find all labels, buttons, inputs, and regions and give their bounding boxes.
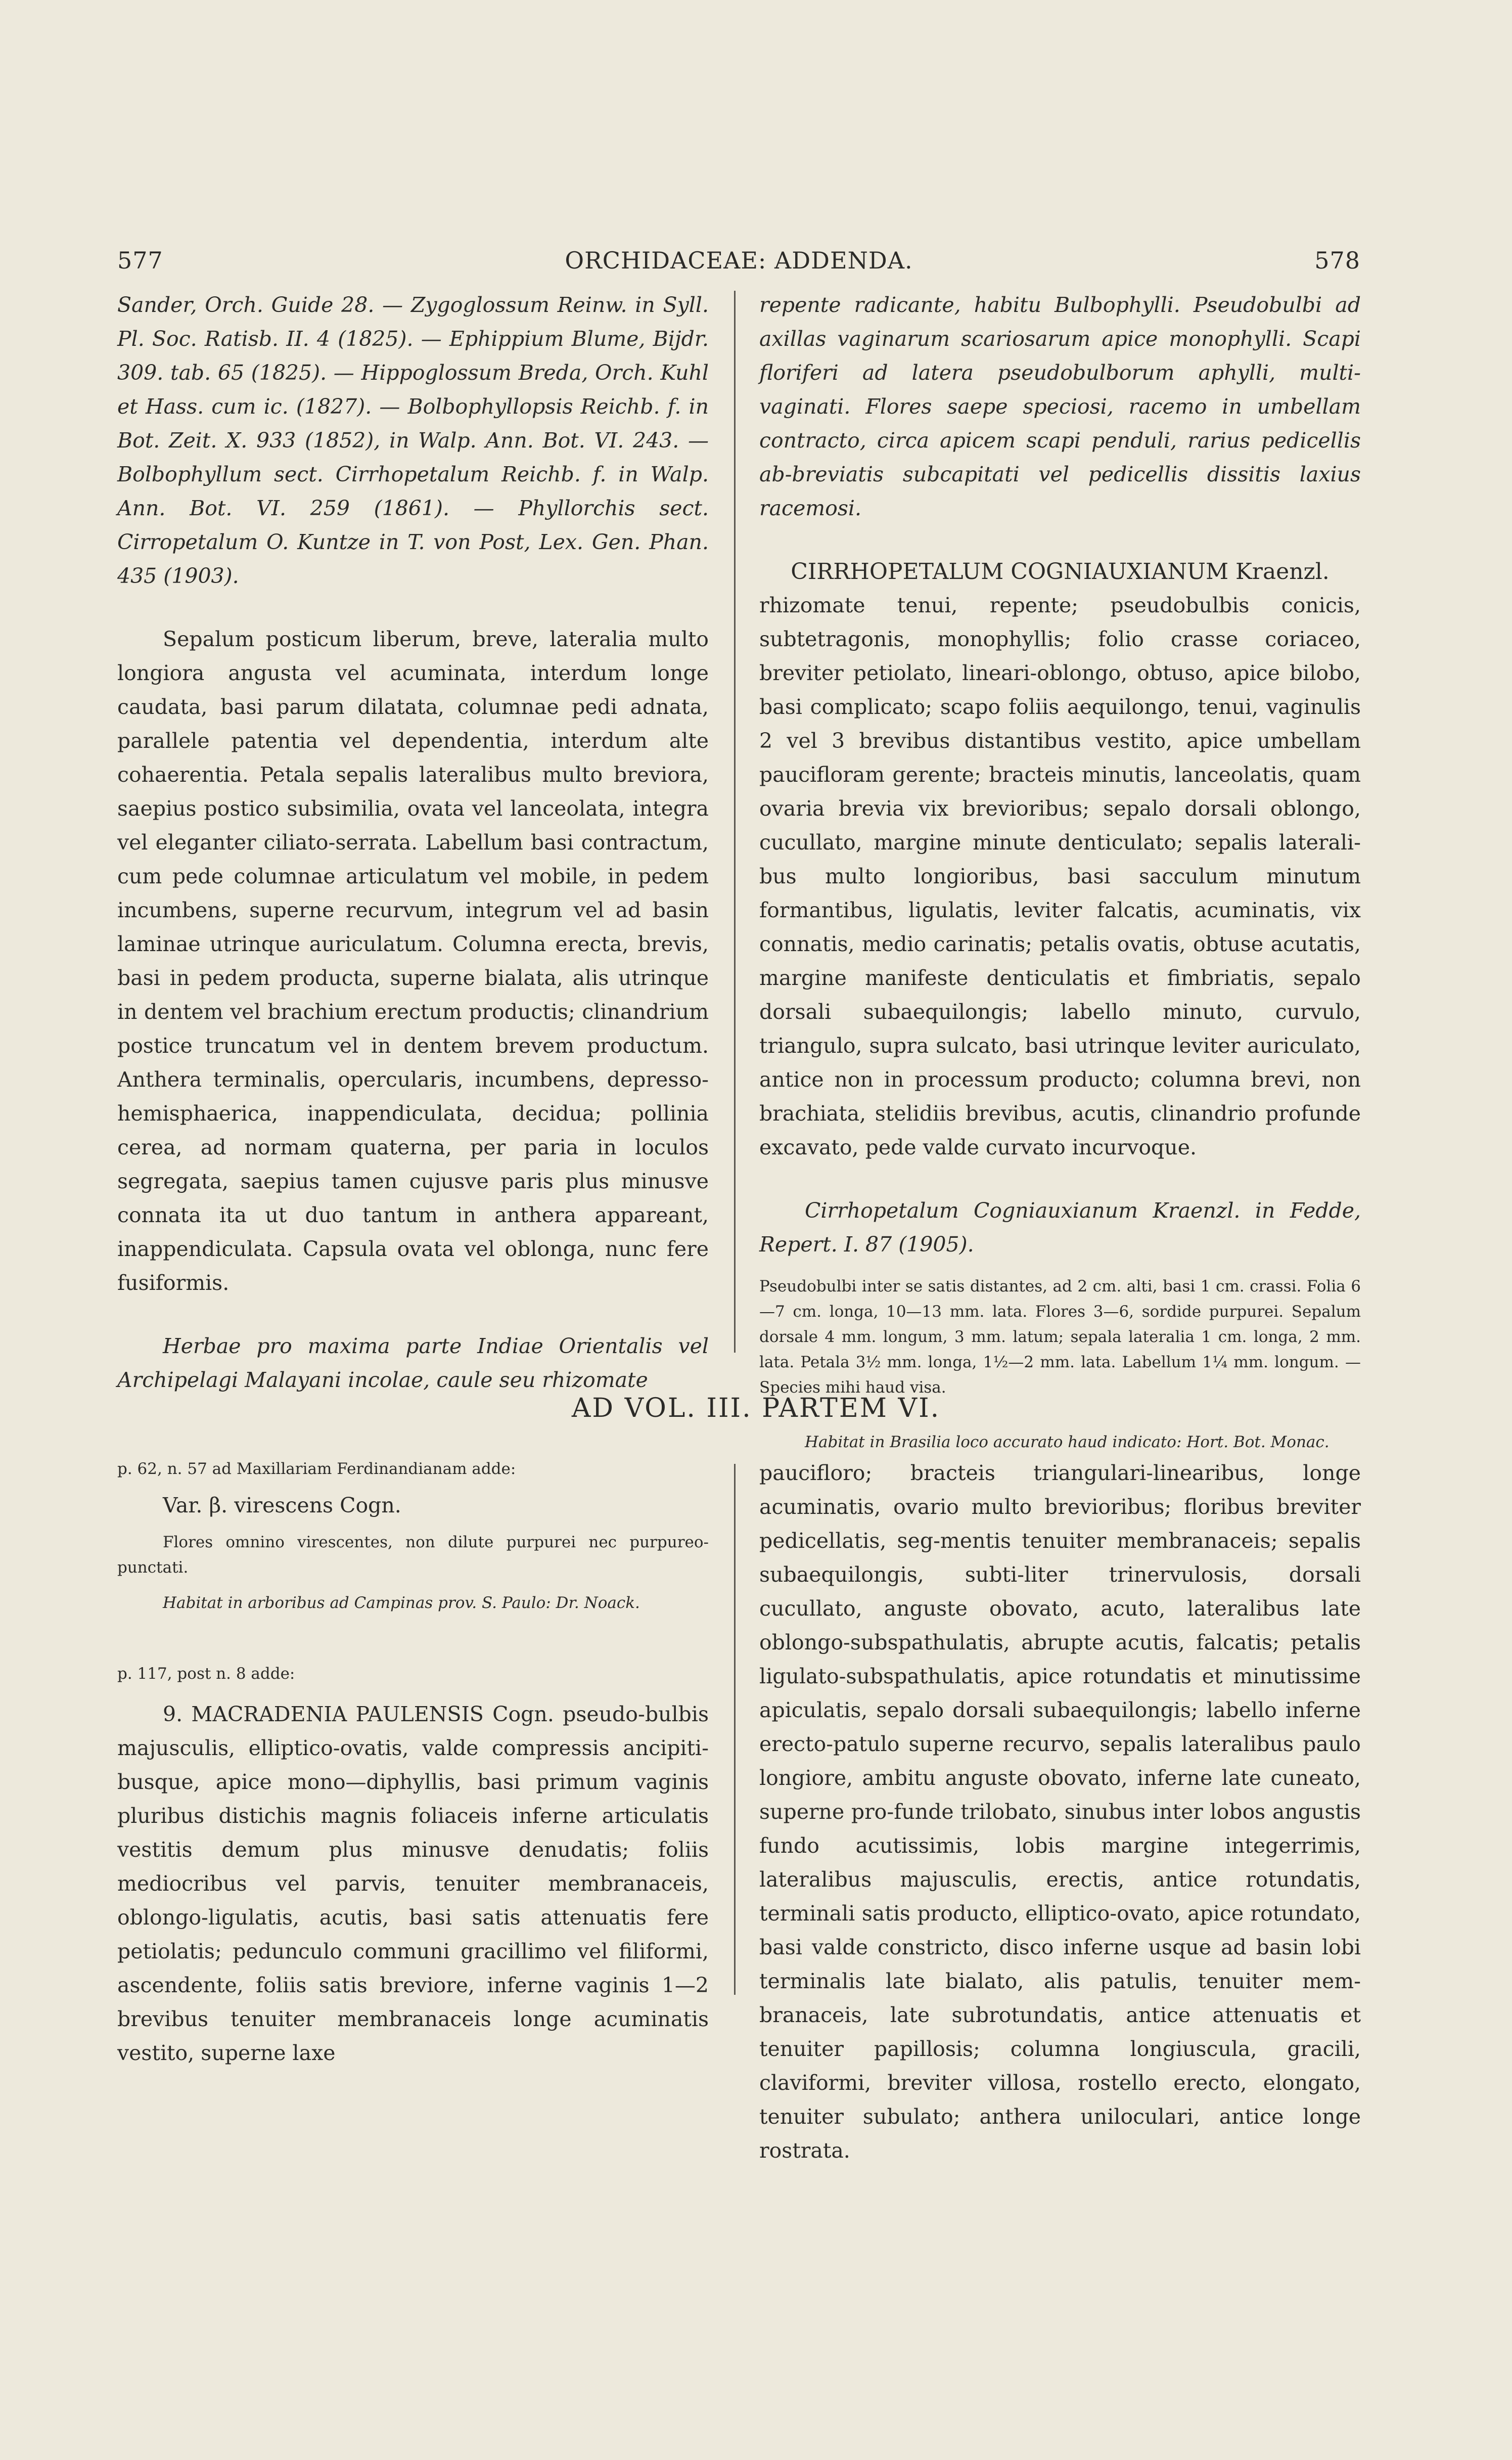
page-reference-2: p. 117, post n. 8 adde: xyxy=(117,1665,295,1683)
page-number-left: 577 xyxy=(117,247,163,274)
species-macradenia: 9. MACRADENIA PAULENSIS Cogn. pseudo-bulbis majusculis, elliptico-ovatis, valde compressis ancipiti-busque, apice mono—diphyllis, basi primum vaginis pluribus distichis magnis foliaceis inferne articulatis vestitis demum plus minusve denudatis; foliis mediocribus vel parvis, tenuiter membranaceis, oblongo-ligulatis, acutis, basi satis attenuatis fere petiolatis; pedunculo communi gracillimo vel filiformi, ascendente, foliis satis breviore, inferne vaginis 1—2 brevibus tenuiter membranaceis longe acuminatis vestito, superne laxe xyxy=(117,1702,709,2065)
species-description: rhizomate tenui, repente; pseudobulbis conicis, subtetragonis, monophyllis; folio crasse coriaceo, breviter petiolato, lineari-oblongo, obtuso, apice bilobo, basi complicato; scapo foliis aequilongo, tenui, vaginulis 2 vel 3 brevibus distantibus vestito, apice umbellam paucifloram gerente; bracteis minutis, lanceolatis, quam ovaria brevia vix brevioribus; sepalo dorsali oblongo, cucullato, margine minute denticulato; sepalis laterali-bus multo longioribus, basi sacculum minutum formantibus, ligulatis, leviter falcatis, acuminatis, vix connatis, medio carinatis; petalis ovatis, obtuse acutatis, margine manifeste denticulatis et fimbriatis, sepalo dorsali subaequilongis; labello minuto, curvulo, triangulo, supra sulcato, basi utrinque leviter auriculato, antice non in processum producto; columna brevi, non brachiata, stelidiis brevibus, acutis, clinandrio profunde excavato, pede valde curvato incurvoque. xyxy=(759,593,1361,1159)
habit-paragraph: Herbae pro maxima parte Indiae Orientalis vel Archipelagi Malayani incolae, caule seu rhizomate xyxy=(117,1334,709,1392)
column-divider-bottom xyxy=(734,1464,736,1995)
species-citation: Cirrhopetalum Cogniauxianum Kraenzl. in Fedde, Repert. I. 87 (1905). xyxy=(759,1198,1361,1257)
top-left-column xyxy=(117,288,709,1397)
bottom-right-column xyxy=(759,1456,1361,2168)
species-title: CIRRHOPETALUM COGNIAUXIANUM Kraenzl. xyxy=(791,559,1330,585)
bottom-left-column xyxy=(117,1456,709,2070)
variety-habitat: Habitat in arboribus ad Campinas prov. S. Paulo: Dr. Noack. xyxy=(163,1594,640,1612)
genus-description: Sepalum posticum liberum, breve, lateralia multo longiora angusta vel acuminata, interdum longe caudata, basi parum dilatata, columnae pedi adnata, parallele patentia vel dependentia, interdum alte cohaerentia. Petala sepalis lateralibus multo breviora, saepius postico subsimilia, ovata vel lanceolata, integra vel eleganter ciliato-serrata. Labellum basi contractum, cum pede columnae articulatum vel mobile, in pedem incumbens, superne recurvum, integrum vel ad basin laminae utrinque auriculatum. Columna erecta, brevis, basi in pedem producta, superne bialata, alis utrinque in dentem vel brachium erectum productis; clinandrium postice truncatum vel in dentem brevem productum. Anthera terminalis, opercularis, incumbens, depresso-hemisphaerica, inappendiculata, decidua; pollinia cerea, ad normam quaterna, per paria in loculos segregata, saepius tamen cujusve paris plus minusve connata ita ut duo tantum in anthera appareant, inappendiculata. Capsula ovata vel oblonga, nunc fere fusiformis. xyxy=(117,627,709,1295)
habit-continuation: repente radicante, habitu Bulbophylli. Pseudobulbi ad axillas vaginarum scariosarum apice monophylli. Scapi floriferi ad latera pseudobulborum aphylli, multi-vaginati. Flores saepe speciosi, racemo in umbellam contracto, circa apicem scapi penduli, rarius pedicellis ab-breviatis subcapitati vel pedicellis dissitis laxius racemosi. xyxy=(759,293,1361,520)
page-number-right: 578 xyxy=(1314,247,1360,274)
column-divider-top xyxy=(734,291,736,1353)
section-title: AD VOL. III. PARTEM VI. xyxy=(571,1393,941,1423)
page-reference-1: p. 62, n. 57 ad Maxillariam Ferdinandianam adde: xyxy=(117,1460,516,1478)
synonymy-paragraph: Sander, Orch. Guide 28. — Zygoglossum Reinw. in Syll. Pl. Soc. Ratisb. II. 4 (1825). — Ephippium Blume, Bijdr. 309. tab. 65 (1825). — Hippoglossum Breda, Orch. Kuhl et Hass. cum ic. (1827). — Bolbophyllopsis Reichb. f. in Bot. Zeit. X. 933 (1852), in Walp. Ann. Bot. VI. 243. — Bolbophyllum sect. Cirrhopetalum Reichb. f. in Walp. Ann. Bot. VI. 259 (1861). — Phyllorchis sect. Cirropetalum O. Kuntze in T. von Post, Lex. Gen. Phan. 435 (1903). xyxy=(117,293,709,588)
running-header xyxy=(117,247,1360,287)
top-right-column xyxy=(759,288,1361,1455)
macradenia-continuation: paucifloro; bracteis triangulari-linearibus, longe acuminatis, ovario multo brevioribus; floribus breviter pedicellatis, seg-mentis tenuiter membranaceis; sepalis subaequilongis, subti-liter trinervulosis, dorsali cucullato, anguste obovato, acuto, lateralibus late oblongo-subspathulatis, abrupte acutis, falcatis; petalis ligulato-subspathulatis, apice rotundatis et minutissime apiculatis, sepalo dorsali subaequilongis; labello inferne erecto-patulo superne recurvo, sepalis lateralibus paulo longiore, ambitu anguste obovato, inferne late cuneato, superne pro-funde trilobato, sinubus inter lobos angustis fundo acutissimis, lobis margine integerrimis, lateralibus majusculis, erectis, antice rotundatis, terminali satis producto, elliptico-ovato, apice rotundato, basi valde constricto, disco inferne usque ad basin lobi terminalis late bialato, alis patulis, tenuiter mem-branaceis, late subrotundatis, antice attenuatis et tenuiter papillosis; columna longiuscula, gracili, claviformi, breviter villosa, rostello erecto, elongato, tenuiter subulato; anthera uniloculari, antice longe rostrata. xyxy=(759,1461,1361,2163)
running-title: ORCHIDACEAE: ADDENDA. xyxy=(565,247,913,274)
species-habitat: Habitat in Brasilia loco accurato haud indicato: Hort. Bot. Monac. xyxy=(805,1433,1330,1451)
variety-name: Var. β. virescens Cogn. xyxy=(163,1493,401,1517)
measurements: Pseudobulbi inter se satis distantes, ad 2 cm. alti, basi 1 cm. crassi. Folia 6—7 cm. longa, 10—13 mm. lata. Flores 3—6, sordide purpurei. Sepalum dorsale 4 mm. longum, 3 mm. latum; sepala lateralia 1 cm. longa, 2 mm. lata. Petala 3½ mm. longa, 1½—2 mm. lata. Labellum 1¼ mm. longum. — Species mihi haud visa. xyxy=(759,1277,1361,1397)
variety-flores: Flores omnino virescentes, non dilute purpurei nec purpureo-punctati. xyxy=(117,1533,709,1577)
